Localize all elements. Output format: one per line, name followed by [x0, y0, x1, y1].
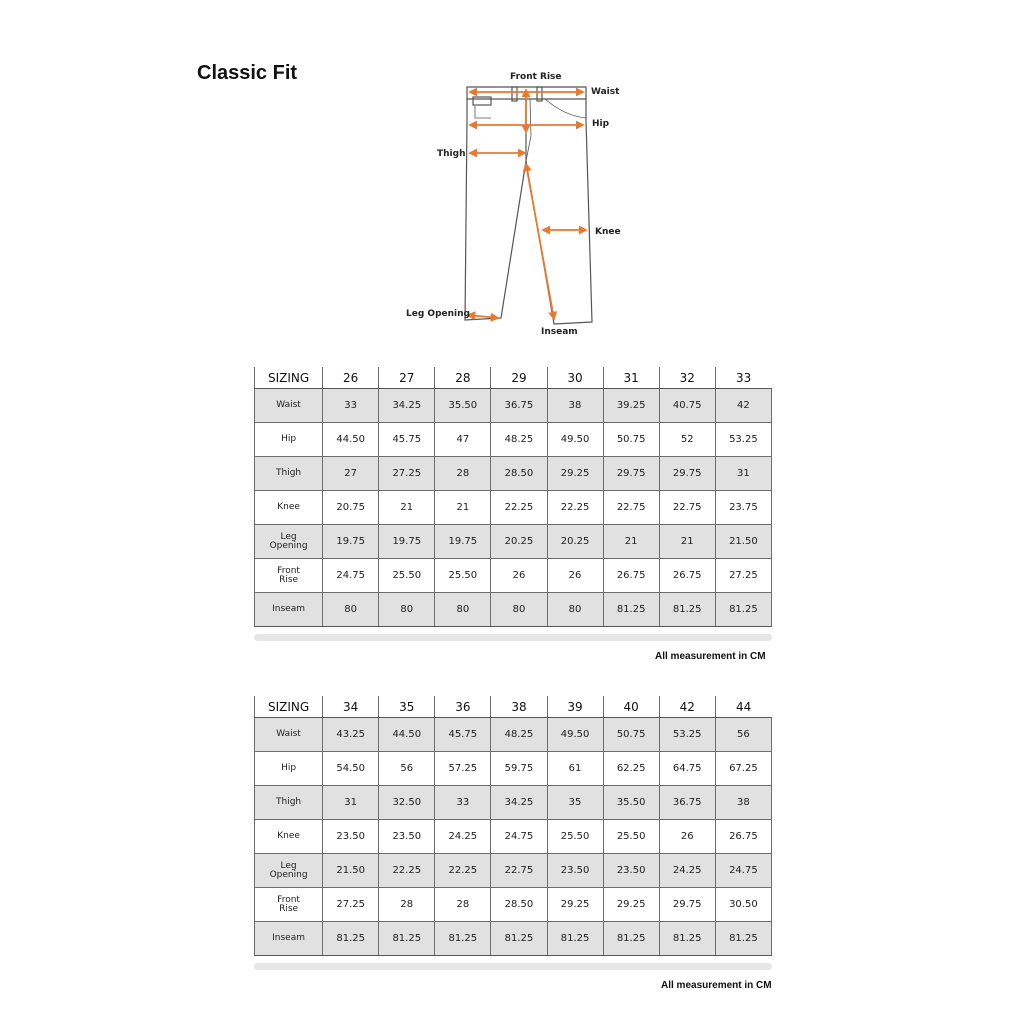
size-header: 35	[379, 696, 435, 718]
table-cell: 80	[435, 593, 491, 627]
table-cell: 38	[547, 389, 603, 423]
table-cell: 40.75	[659, 389, 715, 423]
row-label-line1: Leg	[280, 860, 297, 871]
table-cell: 49.50	[547, 718, 603, 752]
sizing-header: SIZING	[255, 367, 323, 389]
table-cell: 24.25	[659, 854, 715, 888]
table-cell: 29.25	[603, 888, 659, 922]
row-label: Waist	[255, 718, 323, 752]
table-cell: 59.75	[491, 752, 547, 786]
table-cell: 25.50	[603, 820, 659, 854]
table-cell: 80	[379, 593, 435, 627]
table-cell: 26	[491, 559, 547, 593]
table-row-front-rise	[255, 559, 772, 593]
table-cell: 22.75	[491, 854, 547, 888]
table-cell: 26	[659, 820, 715, 854]
table-cell: 81.25	[603, 922, 659, 956]
row-label-line2: Opening	[269, 540, 308, 551]
pants-outline-icon	[465, 87, 592, 324]
row-label: Inseam	[255, 922, 323, 956]
row-label: Knee	[255, 820, 323, 854]
table-cell: 25.50	[547, 820, 603, 854]
horizontal-scrollbar[interactable]	[254, 634, 772, 641]
size-header: 44	[715, 696, 771, 718]
size-header: 33	[715, 367, 771, 389]
table-cell: 28	[379, 888, 435, 922]
measurement-note: All measurement in CM	[661, 980, 772, 991]
table-cell: 23.50	[603, 854, 659, 888]
row-label: Knee	[255, 491, 323, 525]
table-cell: 34.25	[379, 389, 435, 423]
table-cell: 19.75	[379, 525, 435, 559]
table-row-thigh	[255, 786, 772, 820]
label-knee: Knee	[595, 227, 621, 237]
table-cell: 80	[323, 593, 379, 627]
row-label: Hip	[255, 752, 323, 786]
table-cell: 39.25	[603, 389, 659, 423]
table-cell: 29.75	[659, 457, 715, 491]
table-cell: 81.25	[659, 922, 715, 956]
table-cell: 25.50	[379, 559, 435, 593]
page-title: Classic Fit	[197, 62, 298, 84]
table-cell: 53.25	[715, 423, 771, 457]
table-cell: 53.25	[659, 718, 715, 752]
table-cell: 28.50	[491, 457, 547, 491]
table-cell: 43.25	[323, 718, 379, 752]
size-table-1	[254, 367, 772, 627]
table-cell: 81.25	[491, 922, 547, 956]
table-cell: 33	[435, 786, 491, 820]
size-header-row	[255, 696, 772, 718]
table-cell: 62.25	[603, 752, 659, 786]
table-cell: 26.75	[659, 559, 715, 593]
table-cell: 29.25	[547, 888, 603, 922]
table-cell: 36.75	[491, 389, 547, 423]
table-cell: 56	[715, 718, 771, 752]
table-cell: 26.75	[603, 559, 659, 593]
table-cell: 50.75	[603, 423, 659, 457]
table-cell: 81.25	[435, 922, 491, 956]
row-label	[255, 559, 323, 593]
table-cell: 48.25	[491, 718, 547, 752]
table-cell: 81.25	[715, 922, 771, 956]
table-cell: 29.75	[659, 888, 715, 922]
table-cell: 21	[435, 491, 491, 525]
size-header: 27	[379, 367, 435, 389]
table-cell: 45.75	[435, 718, 491, 752]
row-label: Thigh	[255, 786, 323, 820]
table-cell: 21.50	[715, 525, 771, 559]
table-cell: 21	[379, 491, 435, 525]
table-cell: 27.25	[323, 888, 379, 922]
label-waist: Waist	[591, 87, 620, 97]
table-cell: 22.25	[435, 854, 491, 888]
row-label-line1: Front	[277, 894, 300, 905]
table-cell: 24.25	[435, 820, 491, 854]
table-row-waist	[255, 718, 772, 752]
label-leg-opening: Leg Opening	[406, 309, 470, 319]
size-header: 32	[659, 367, 715, 389]
table-row-hip	[255, 752, 772, 786]
row-label: Thigh	[255, 457, 323, 491]
table-cell: 20.25	[491, 525, 547, 559]
table-cell: 35.50	[603, 786, 659, 820]
table-cell: 80	[491, 593, 547, 627]
table-cell: 49.50	[547, 423, 603, 457]
table-cell: 48.25	[491, 423, 547, 457]
table-cell: 19.75	[435, 525, 491, 559]
table-cell: 28	[435, 457, 491, 491]
table-cell: 81.25	[547, 922, 603, 956]
table-cell: 24.75	[491, 820, 547, 854]
table-row-front-rise	[255, 888, 772, 922]
table-cell: 45.75	[379, 423, 435, 457]
table-cell: 22.25	[379, 854, 435, 888]
table-cell: 81.25	[715, 593, 771, 627]
table-cell: 64.75	[659, 752, 715, 786]
table-cell: 35.50	[435, 389, 491, 423]
row-label	[255, 888, 323, 922]
table-cell: 21.50	[323, 854, 379, 888]
table-cell: 81.25	[323, 922, 379, 956]
table-cell: 31	[715, 457, 771, 491]
row-label-line1: Leg	[280, 531, 297, 542]
table-cell: 44.50	[323, 423, 379, 457]
table-cell: 33	[323, 389, 379, 423]
table-cell: 23.50	[379, 820, 435, 854]
table-cell: 44.50	[379, 718, 435, 752]
table-cell: 25.50	[435, 559, 491, 593]
table-row-leg-opening	[255, 525, 772, 559]
table-cell: 19.75	[323, 525, 379, 559]
table-row-inseam	[255, 922, 772, 956]
table-cell: 61	[547, 752, 603, 786]
size-header: 42	[659, 696, 715, 718]
size-header: 28	[435, 367, 491, 389]
table-cell: 42	[715, 389, 771, 423]
table-cell: 23.50	[547, 854, 603, 888]
row-label	[255, 854, 323, 888]
sizing-header: SIZING	[255, 696, 323, 718]
table-cell: 81.25	[659, 593, 715, 627]
table-cell: 67.25	[715, 752, 771, 786]
table-cell: 28	[435, 888, 491, 922]
table-cell: 22.25	[547, 491, 603, 525]
size-header: 29	[491, 367, 547, 389]
table-cell: 22.75	[603, 491, 659, 525]
table-cell: 35	[547, 786, 603, 820]
row-label-line1: Front	[277, 565, 300, 576]
table-row-leg-opening	[255, 854, 772, 888]
table-cell: 23.75	[715, 491, 771, 525]
table-cell: 54.50	[323, 752, 379, 786]
table-cell: 27.25	[379, 457, 435, 491]
size-header-row	[255, 367, 772, 389]
size-header: 40	[603, 696, 659, 718]
size-header: 30	[547, 367, 603, 389]
table-cell: 29.25	[547, 457, 603, 491]
size-header: 38	[491, 696, 547, 718]
table-row-knee	[255, 491, 772, 525]
table-cell: 34.25	[491, 786, 547, 820]
measurement-arrows-icon	[468, 90, 586, 319]
table-cell: 27.25	[715, 559, 771, 593]
size-header: 31	[603, 367, 659, 389]
row-label-line2: Opening	[269, 869, 308, 880]
row-label: Waist	[255, 389, 323, 423]
label-hip: Hip	[592, 119, 610, 129]
table-row-hip	[255, 423, 772, 457]
table-cell: 30.50	[715, 888, 771, 922]
table-cell: 29.75	[603, 457, 659, 491]
table-cell: 26	[547, 559, 603, 593]
table-cell: 26.75	[715, 820, 771, 854]
table-cell: 23.50	[323, 820, 379, 854]
size-header: 26	[323, 367, 379, 389]
table-cell: 36.75	[659, 786, 715, 820]
table-cell: 57.25	[435, 752, 491, 786]
table-cell: 47	[435, 423, 491, 457]
table-cell: 38	[715, 786, 771, 820]
table-cell: 31	[323, 786, 379, 820]
table-cell: 21	[659, 525, 715, 559]
label-thigh: Thigh	[437, 149, 466, 159]
table-row-waist	[255, 389, 772, 423]
table-row-thigh	[255, 457, 772, 491]
table-cell: 22.75	[659, 491, 715, 525]
table-row-knee	[255, 820, 772, 854]
table-cell: 20.25	[547, 525, 603, 559]
size-header: 39	[547, 696, 603, 718]
table-cell: 56	[379, 752, 435, 786]
horizontal-scrollbar[interactable]	[254, 963, 772, 970]
table-cell: 80	[547, 593, 603, 627]
table-cell: 81.25	[603, 593, 659, 627]
table-cell: 52	[659, 423, 715, 457]
row-label: Hip	[255, 423, 323, 457]
row-label	[255, 525, 323, 559]
size-header: 34	[323, 696, 379, 718]
row-label-line2: Rise	[279, 903, 299, 914]
table-cell: 22.25	[491, 491, 547, 525]
table-cell: 24.75	[323, 559, 379, 593]
measurement-note: All measurement in CM	[655, 651, 766, 662]
table-row-inseam	[255, 593, 772, 627]
table-cell: 24.75	[715, 854, 771, 888]
table-cell: 50.75	[603, 718, 659, 752]
table-cell: 81.25	[379, 922, 435, 956]
pants-measurement-diagram	[395, 66, 635, 341]
label-front-rise: Front Rise	[510, 72, 562, 82]
table-cell: 21	[603, 525, 659, 559]
table-cell: 27	[323, 457, 379, 491]
row-label: Inseam	[255, 593, 323, 627]
size-table-2	[254, 696, 772, 956]
size-header: 36	[435, 696, 491, 718]
table-cell: 32.50	[379, 786, 435, 820]
table-cell: 28.50	[491, 888, 547, 922]
label-inseam: Inseam	[541, 327, 578, 337]
table-cell: 20.75	[323, 491, 379, 525]
row-label-line2: Rise	[279, 574, 299, 585]
